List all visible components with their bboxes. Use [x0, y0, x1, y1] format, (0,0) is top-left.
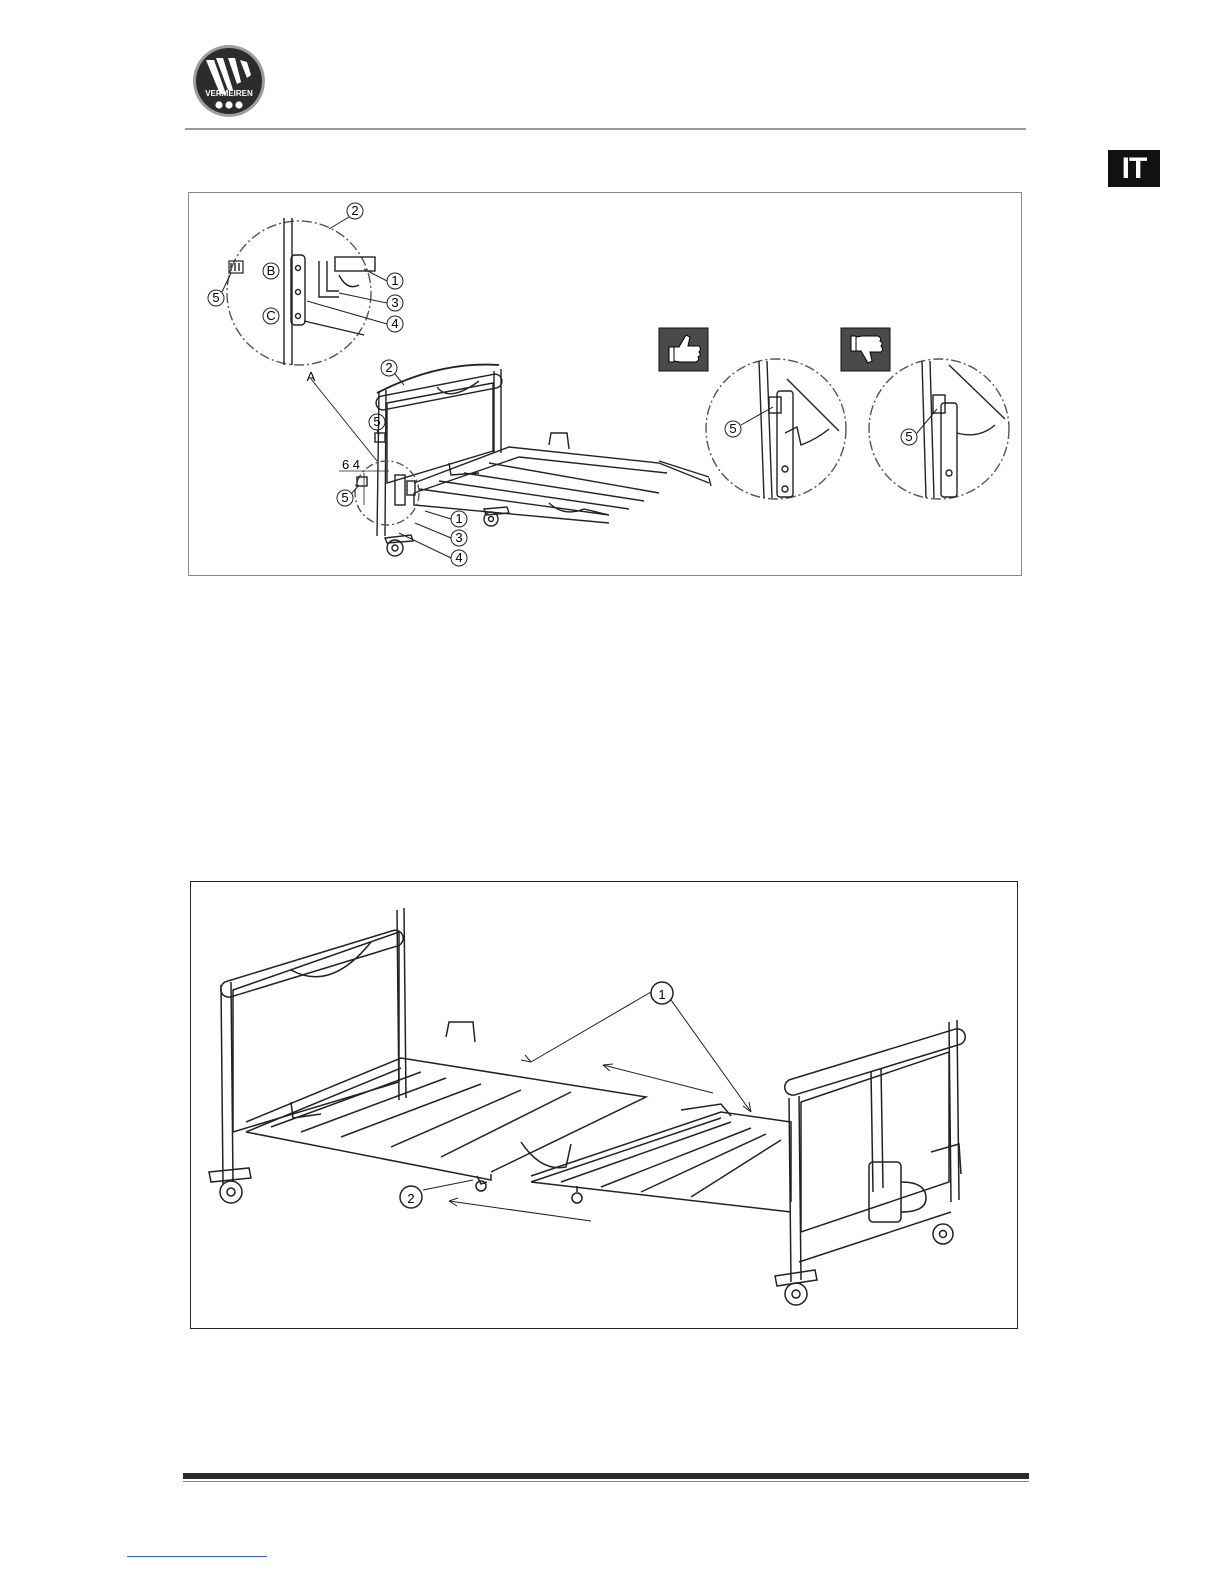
callout-1-inset: 1: [391, 273, 399, 288]
label-b: B: [266, 263, 276, 278]
vermeiren-logo: [192, 44, 266, 118]
left-bed-frame: [246, 1022, 646, 1191]
callout-2-inset: 2: [351, 203, 359, 218]
language-badge: IT: [1108, 150, 1160, 187]
callout-3-main: 3: [455, 530, 463, 545]
dimension-label: 6 4: [341, 457, 361, 472]
footer-divider-thin: [183, 1481, 1029, 1482]
detail-marker-a: A: [306, 369, 316, 384]
callout-5-incorrect: 5: [905, 429, 913, 444]
header-divider: [185, 128, 1026, 130]
incorrect-mounting-detail: [869, 359, 1009, 499]
callout-4-inset: 4: [391, 316, 399, 331]
callout-3-inset: 3: [391, 295, 399, 310]
callout-5-main-top: 5: [373, 414, 381, 429]
callout-2-main: 2: [385, 360, 393, 375]
left-headboard: [209, 908, 406, 1203]
bed-frame-illustration: [311, 365, 711, 556]
bottom-link-underline: [127, 1556, 267, 1557]
label-c: C: [266, 308, 276, 323]
callout-1-main: 1: [455, 511, 463, 526]
thumbs-up-icon: [659, 328, 708, 371]
callout-2-fig2: 2: [407, 1191, 415, 1206]
callout-5-main-side: 5: [341, 490, 349, 505]
callout-5-correct: 5: [729, 421, 737, 436]
footer-divider: [183, 1473, 1029, 1479]
callout-4-main: 4: [455, 550, 463, 565]
correct-mounting-detail: [706, 359, 846, 499]
figure-frame-assembly: [190, 881, 1018, 1329]
thumbs-down-icon: [841, 328, 890, 371]
callout-5-inset: 5: [212, 290, 220, 305]
right-bed-frame: [531, 1104, 791, 1212]
callout-1-fig2: 1: [658, 987, 666, 1002]
figure-headboard-mounting: [188, 192, 1022, 576]
logo-wordmark: VERMEIREN: [205, 89, 253, 98]
right-headboard: [775, 1020, 967, 1305]
detail-inset: [227, 218, 375, 365]
